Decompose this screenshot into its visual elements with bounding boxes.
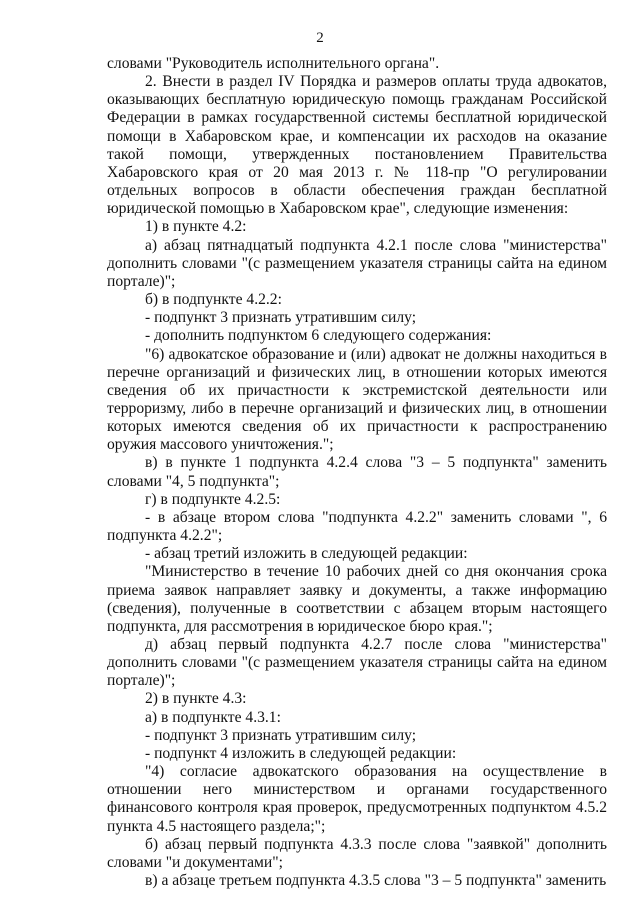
paragraph: - подпункт 3 признать утратившим силу;	[145, 726, 417, 744]
paragraph: "Министерство в течение 10 рабочих дней со дня окончания срока приема заявок направляет заявку и документы, а также информацию (сведения), полученные в соответствии с абзацем вторым настоящего подпункта, для рассмотрения в юридическое бюро края.";	[107, 563, 607, 635]
paragraph: - в абзаце втором слова "подпункта 4.2.2" заменить словами ", 6 подпункта 4.2.2";	[107, 508, 607, 545]
paragraph: в) а абзаце третьем подпункта 4.3.5 слова "3 – 5 подпункта" заменить	[145, 872, 607, 890]
paragraph: в) в пункте 1 подпункта 4.2.4 слова "3 – 5 подпункта" заменить словами "4, 5 подпункта";	[107, 454, 607, 490]
paragraph: - подпункт 3 признать утратившим силу;	[145, 309, 417, 327]
document-body	[107, 55, 607, 890]
paragraph: словами "Руководитель исполнительного органа".	[107, 55, 440, 72]
paragraph: б) в подпункте 4.2.2:	[145, 291, 282, 309]
paragraph: а) в подпункте 4.3.1:	[145, 708, 281, 726]
paragraph: - дополнить подпунктом 6 следующего содержания:	[145, 327, 492, 345]
paragraph: г) в подпункте 4.2.5:	[145, 490, 281, 508]
page-number: 2	[316, 30, 324, 46]
paragraph: б) абзац первый подпункта 4.3.3 после слова "заявкой" дополнить словами "и документами";	[107, 835, 607, 871]
paragraph: - подпункт 4 изложить в следующей редакции:	[145, 744, 457, 762]
paragraph: 2. Внести в раздел IV Порядка и размеров оплаты труда адвокатов, оказывающих бесплатную юридическую помощь гражданам Российской Федерации в рамках государственной системы бесплатной юридической помощи в Хабаровском крае, и компенсации их расходов на оказание такой помощи, утвержденных постановлением Правительства Хабаровского края от 20 мая 2013 г. № 118-пр "О регулировании отдельных вопросов в области обеспечения граждан бесплатной юридической помощью в Хабаровском крае", следующие изменения:	[107, 73, 607, 218]
paragraph: "6) адвокатское образование и (или) адвокат не должны находиться в перечне организаций и физических лиц, в отношении которых имеются сведения об их причастности к экстремистской деятельности или терроризму, либо в перечне организаций и физических лиц, в отношении которых имеются сведения об их причастности к распространению оружия массового уничтожения.";	[107, 345, 607, 454]
paragraph: "4) согласие адвокатского образования на осуществление в отношении него министерством и органами государственного финансового контроля края проверок, предусмотренных подпунктом 4.5.2 пункта 4.5 настоящего раздела;";	[107, 763, 607, 835]
paragraph: 2) в пункте 4.3:	[145, 690, 247, 708]
paragraph: а) абзац пятнадцатый подпункта 4.2.1 после слова "министерства" дополнить словами "(с размещением указателя страницы сайта на едином портале)";	[107, 236, 607, 290]
paragraph: д) абзац первый подпункта 4.2.7 после слова "министерства" дополнить словами "(с размещением указателя страницы сайта на едином портале)";	[107, 636, 607, 690]
paragraph: 1) в пункте 4.2:	[145, 218, 247, 236]
paragraph: - абзац третий изложить в следующей редакции:	[145, 545, 468, 563]
